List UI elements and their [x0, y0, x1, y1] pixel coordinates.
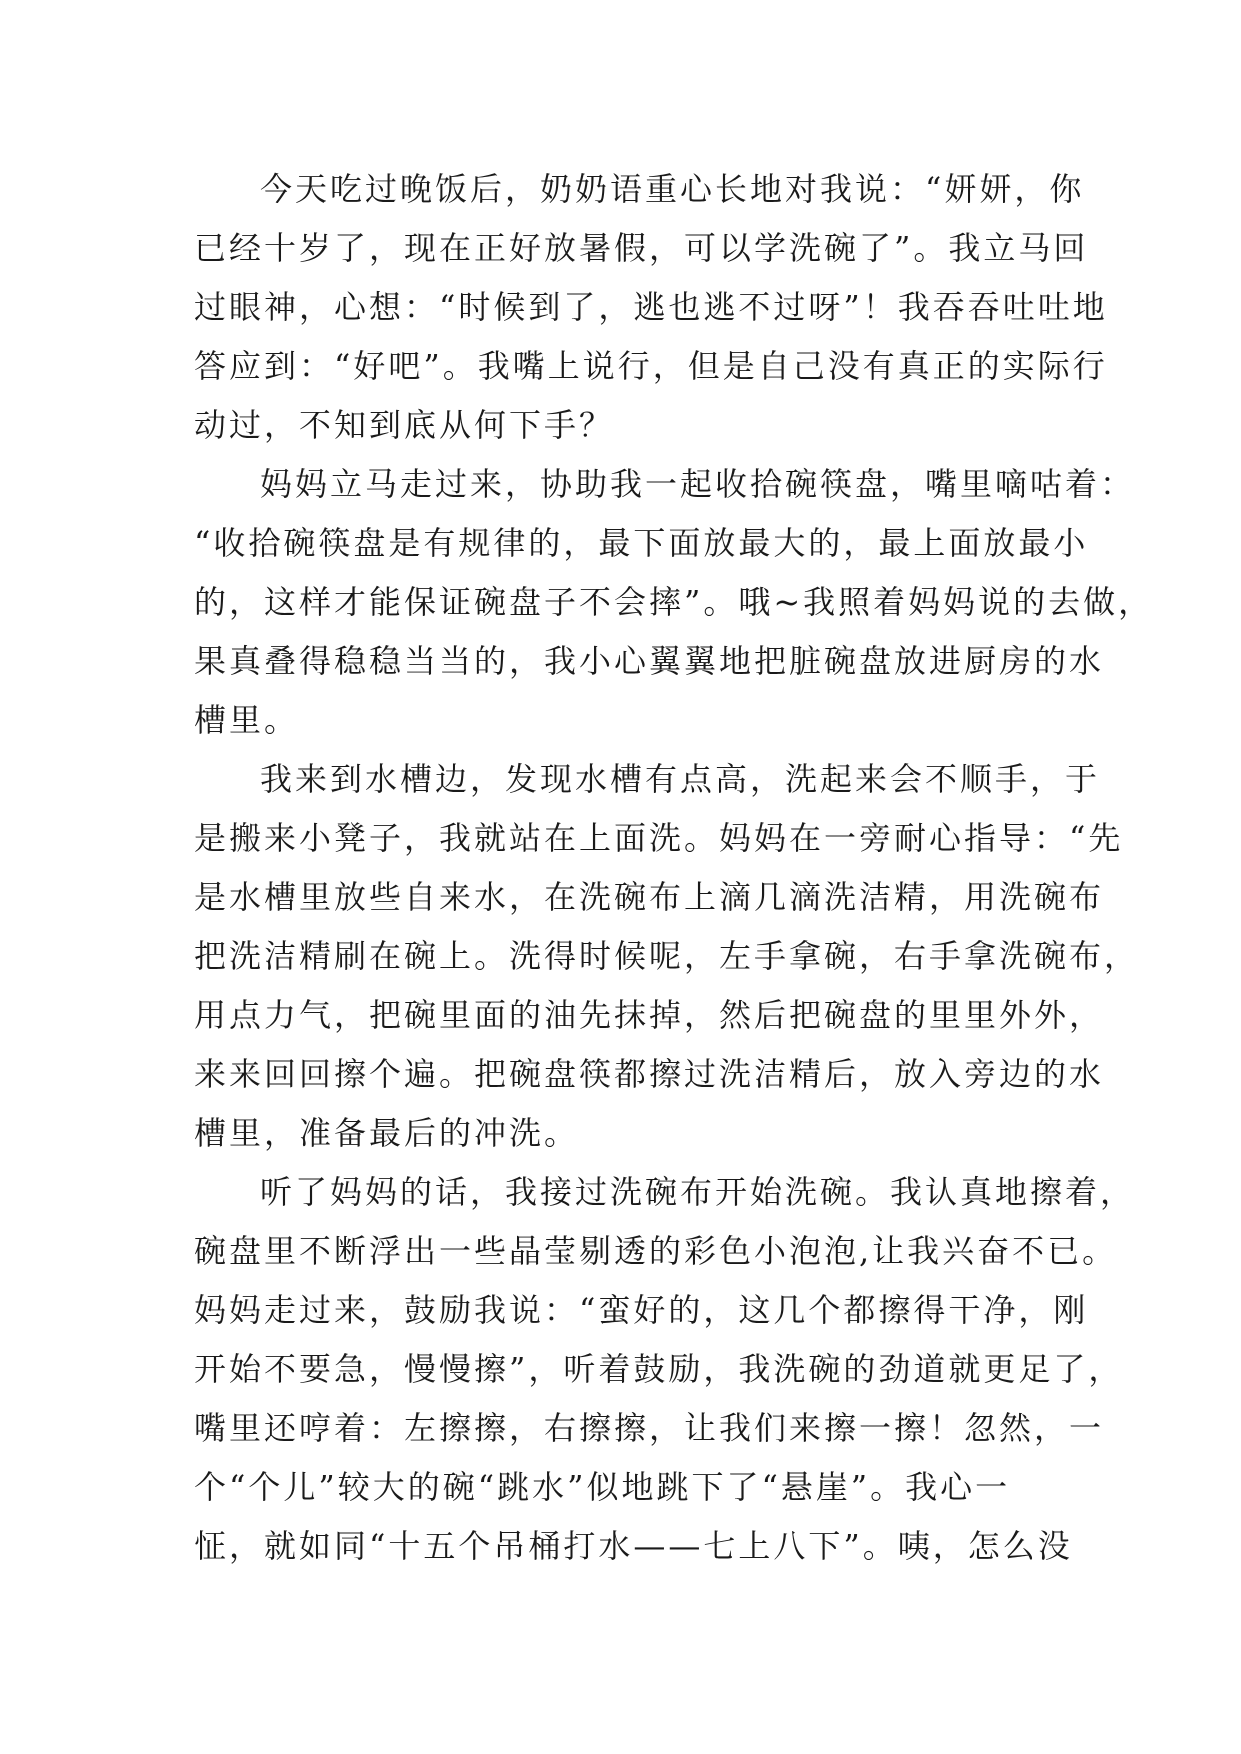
- text-line: 个“个儿”较大的碗“跳水”似地跳下了“悬崖”。我心一: [194, 1468, 1011, 1506]
- text-line: 我来到水槽边，发现水槽有点高，洗起来会不顺手，于: [260, 760, 1101, 798]
- text-line: 怔，就如同“十五个吊桶打水——七上八下”。咦，怎么没: [194, 1527, 1073, 1565]
- text-line: 嘴里还哼着：左擦擦，右擦擦，让我们来擦一擦！忽然，一: [194, 1409, 1105, 1447]
- paragraph-2: [194, 455, 1154, 750]
- text-line: 是搬来小凳子，我就站在上面洗。妈妈在一旁耐心指导：“先: [194, 819, 1124, 857]
- document-body: [194, 160, 1154, 1576]
- text-line: 把洗洁精刷在碗上。洗得时候呢，左手拿碗，右手拿洗碗布，: [194, 937, 1140, 975]
- text-line: 妈妈走过来，鼓励我说：“蛮好的，这几个都擦得干净，刚: [194, 1291, 1089, 1329]
- text-line: 今天吃过晚饭后，奶奶语重心长地对我说：“妍妍，你: [260, 170, 1085, 208]
- text-line: 答应到：“好吧”。我嘴上说行，但是自己没有真正的实际行: [194, 347, 1108, 385]
- text-line: 已经十岁了，现在正好放暑假，可以学洗碗了”。我立马回: [194, 229, 1089, 267]
- text-line: 妈妈立马走过来，协助我一起收拾碗筷盘，嘴里嘀咕着：: [260, 465, 1136, 503]
- text-line: 槽里。: [194, 701, 300, 739]
- text-line: 听了妈妈的话，我接过洗碗布开始洗碗。我认真地擦着，: [260, 1173, 1136, 1211]
- text-line: 用点力气，把碗里面的油先抹掉，然后把碗盘的里里外外，: [194, 996, 1105, 1034]
- text-line: 的，这样才能保证碗盘子不会摔”。哦~我照着妈妈说的去做，: [194, 583, 1154, 621]
- text-line: 开始不要急，慢慢擦”，听着鼓励，我洗碗的劲道就更足了，: [194, 1350, 1124, 1388]
- text-line: 来来回回擦个遍。把碗盘筷都擦过洗洁精后，放入旁边的水: [194, 1055, 1105, 1093]
- text-line: 是水槽里放些自来水，在洗碗布上滴几滴洗洁精，用洗碗布: [194, 878, 1105, 916]
- text-line: 槽里，准备最后的冲洗。: [194, 1114, 580, 1152]
- paragraph-3: [194, 750, 1140, 1163]
- text-line: “收拾碗筷盘是有规律的，最下面放最大的，最上面放最小: [194, 524, 1089, 562]
- text-line: 碗盘里不断浮出一些晶莹剔透的彩色小泡泡,让我兴奋不已。: [194, 1232, 1118, 1270]
- text-line: 过眼神，心想：“时候到了，逃也逃不过呀”！我吞吞吐吐地: [194, 288, 1108, 326]
- paragraph-1: [194, 160, 1108, 455]
- text-line: 动过，不知到底从何下手？: [194, 406, 615, 444]
- paragraph-4: [194, 1163, 1136, 1576]
- text-line: 果真叠得稳稳当当的，我小心翼翼地把脏碗盘放进厨房的水: [194, 642, 1105, 680]
